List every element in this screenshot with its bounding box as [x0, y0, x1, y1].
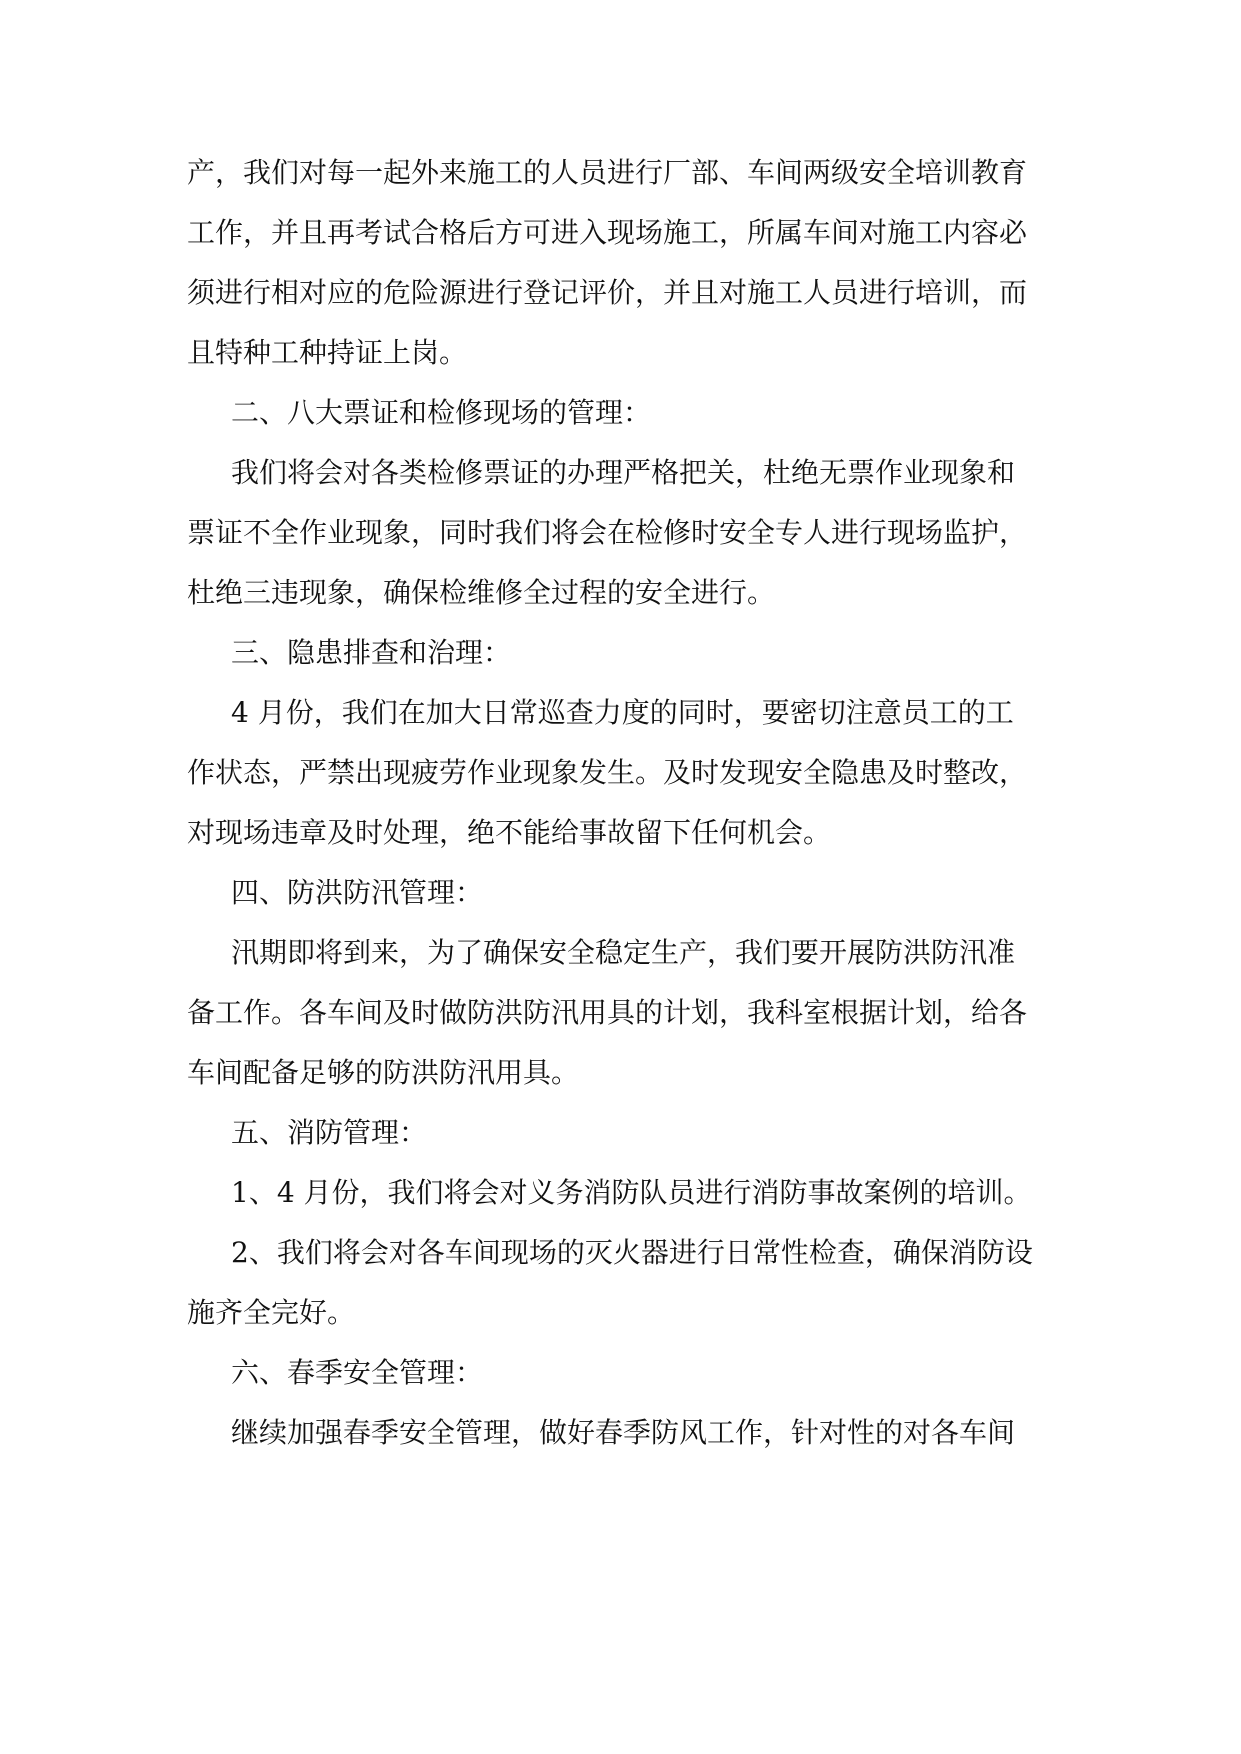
text-line: 且特种工种持证上岗。 [187, 336, 468, 369]
text-line: 须进行相对应的危险源进行登记评价，并且对施工人员进行培训，而 [187, 276, 1028, 309]
text-line: 汛期即将到来，为了确保安全稳定生产，我们要开展防洪防汛准 [231, 936, 1016, 969]
text-line: 继续加强春季安全管理，做好春季防风工作，针对性的对各车间 [231, 1416, 1016, 1449]
text-line: 2、我们将会对各车间现场的灭火器进行日常性检查，确保消防设 [231, 1236, 1033, 1269]
text-line: 杜绝三违现象，确保检维修全过程的安全进行。 [187, 576, 776, 609]
section-heading: 五、消防管理： [231, 1116, 428, 1149]
text-line: 对现场违章及时处理，绝不能给事故留下任何机会。 [187, 816, 832, 849]
text-line: 工作，并且再考试合格后方可进入现场施工，所属车间对施工内容必 [187, 216, 1028, 249]
section-heading: 六、春季安全管理： [231, 1356, 484, 1389]
text-line: 车间配备足够的防洪防汛用具。 [187, 1056, 580, 1089]
text-line: 作状态，严禁出现疲劳作业现象发生。及时发现安全隐患及时整改， [187, 756, 1028, 789]
text-line: 我们将会对各类检修票证的办理严格把关，杜绝无票作业现象和 [231, 456, 1016, 489]
text-line: 4 月份，我们在加大日常巡查力度的同时，要密切注意员工的工 [231, 696, 1014, 729]
text-line: 1、4 月份，我们将会对义务消防队员进行消防事故案例的培训。 [231, 1176, 1032, 1209]
section-heading: 二、八大票证和检修现场的管理： [231, 396, 652, 429]
text-line: 备工作。各车间及时做防洪防汛用具的计划，我科室根据计划，给各 [187, 996, 1028, 1029]
section-heading: 四、防洪防汛管理： [231, 876, 484, 909]
text-line: 施齐全完好。 [187, 1296, 356, 1329]
section-heading: 三、隐患排查和治理： [231, 636, 512, 669]
text-line: 票证不全作业现象，同时我们将会在检修时安全专人进行现场监护， [187, 516, 1028, 549]
text-line: 产，我们对每一起外来施工的人员进行厂部、车间两级安全培训教育 [187, 156, 1028, 189]
